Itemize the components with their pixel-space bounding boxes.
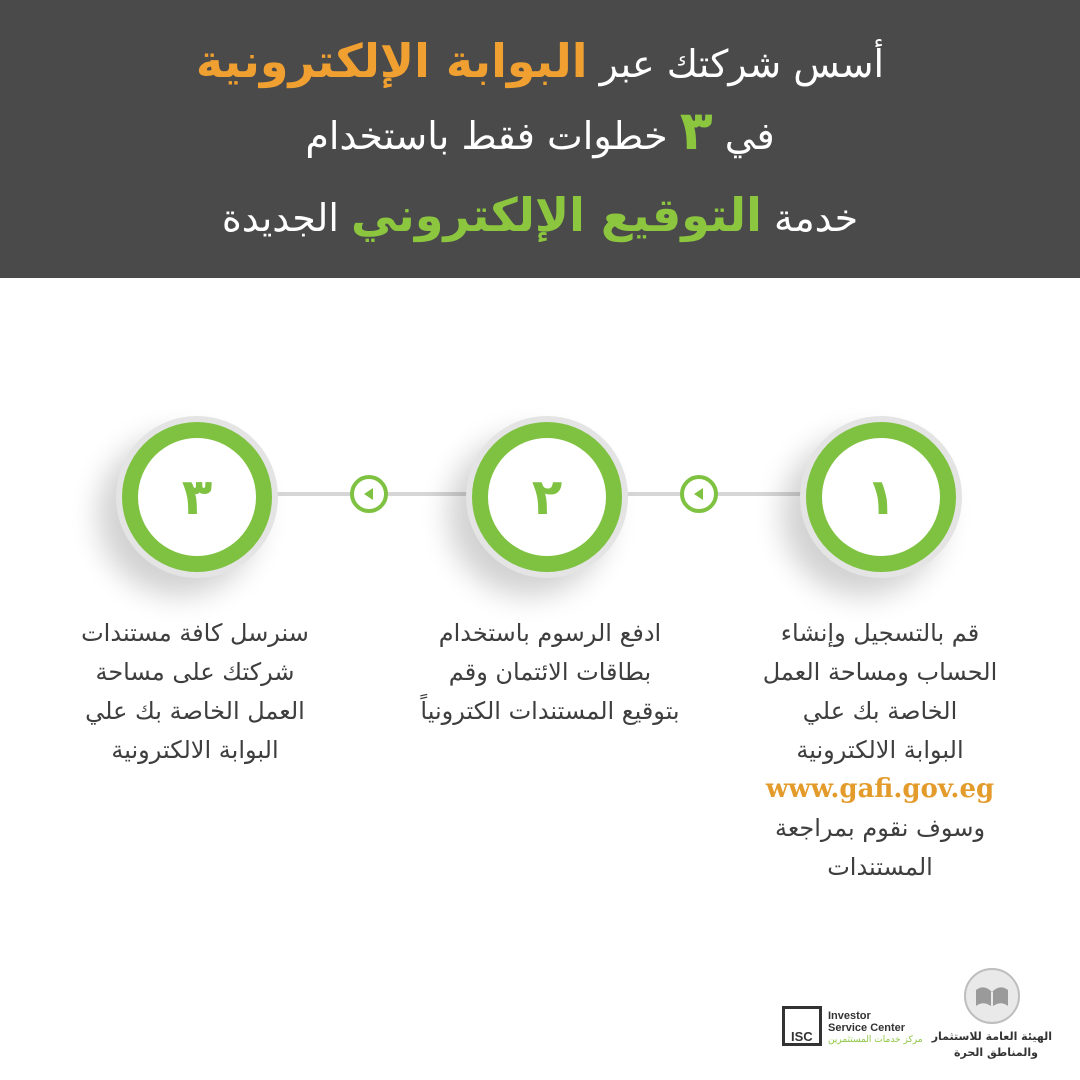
isc-logo-text-line2: Service Center <box>828 1022 906 1034</box>
step-3-line: العمل الخاصة بك علي <box>85 697 305 725</box>
arrow-left-icon <box>680 475 718 513</box>
header-line-2 <box>0 99 1080 162</box>
header-line-3 <box>0 190 1080 243</box>
header-banner <box>0 0 1080 278</box>
step-1-line: الخاصة بك علي <box>802 697 958 725</box>
header-line1-prefix: أسس شركتك عبر <box>599 42 885 86</box>
step-3-line: سنرسل كافة مستندات <box>81 619 309 647</box>
step-1-line: البوابة الالكترونية <box>796 736 964 764</box>
step-3-description <box>55 614 335 770</box>
gafi-logo <box>931 968 1052 1068</box>
step-1-circle <box>800 416 962 578</box>
header-line-1 <box>0 36 1080 89</box>
gafi-logo-text-line2: والمناطق الحرة <box>953 1046 1038 1059</box>
step-1-number: ١ <box>822 438 940 556</box>
step-1-line: قم بالتسجيل وإنشاء <box>780 619 980 647</box>
isc-logo <box>782 1006 922 1052</box>
header-line2-number: ٣ <box>679 99 713 162</box>
step-2-line: بتوقيع المستندات الكترونياً <box>420 697 680 725</box>
step-3-line: البوابة الالكترونية <box>111 736 279 764</box>
book-emblem-icon <box>964 968 1020 1024</box>
isc-logo-text-line1: Investor <box>828 1010 871 1022</box>
arrow-left-icon <box>350 475 388 513</box>
step-3-line: شركتك على مساحة <box>95 658 295 686</box>
step-3-number: ٣ <box>138 438 256 556</box>
step-2-description <box>400 614 700 731</box>
header-line2-suffix: خطوات فقط باستخدام <box>305 114 668 158</box>
isc-logo-arabic-text: مركز خدمات المستثمرين <box>828 1035 923 1045</box>
step-3-circle <box>116 416 278 578</box>
isc-logo-box-text: ISC <box>791 1029 813 1044</box>
portal-url-link[interactable]: www.gafi.gov.eg <box>765 774 995 804</box>
header-line3-prefix: خدمة <box>773 196 859 240</box>
isc-logo-mark <box>782 1006 822 1046</box>
gafi-logo-text-line1: الهيئة العامة للاستثمار <box>931 1030 1052 1043</box>
step-2-line: ادفع الرسوم باستخدام <box>438 619 662 647</box>
step-2-number: ٢ <box>488 438 606 556</box>
step-1-line: وسوف نقوم بمراجعة <box>774 814 986 842</box>
header-line3-suffix: الجديدة <box>221 196 339 240</box>
step-1-description <box>740 614 1020 887</box>
step-2-line: بطاقات الائتمان وقم <box>448 658 652 686</box>
step-2-circle <box>466 416 628 578</box>
header-line1-highlight: البوابة الإلكترونية <box>195 34 588 88</box>
step-1-line: الحساب ومساحة العمل <box>762 658 998 686</box>
header-line2-prefix: في <box>724 114 775 158</box>
step-1-line: المستندات <box>827 853 933 881</box>
header-line3-highlight: التوقيع الإلكتروني <box>351 188 762 242</box>
